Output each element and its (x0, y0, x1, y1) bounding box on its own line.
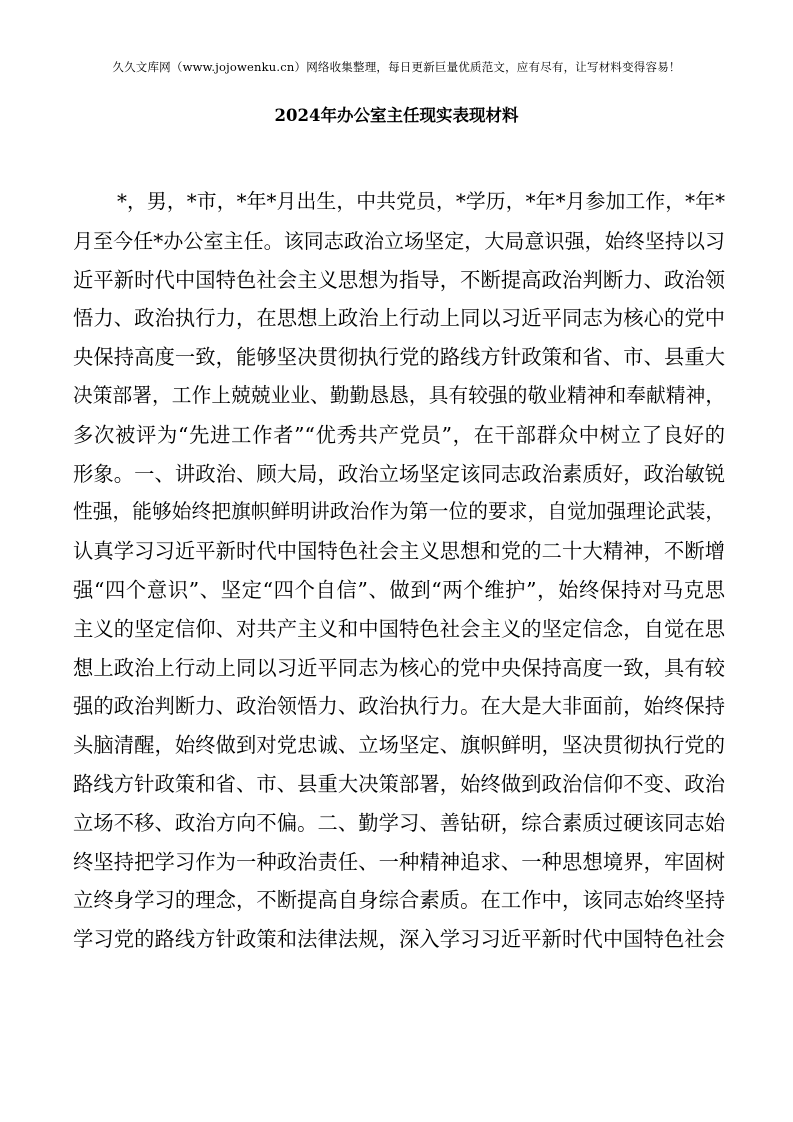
body-line: 学习党的路线方针政策和法律法规，深入学习习近平新时代中国特色社会 (73, 927, 725, 952)
body-line: 形象。一、讲政治、顾大局，政治立场坚定该同志政治素质好，政治敏锐 (73, 461, 725, 486)
page-header: 久久文库网（www.jojowenku.cn）网络收集整理，每日更新巨量优质范文，应有尽有，让写材料变得容易！ (112, 60, 681, 74)
body-line: 近平新时代中国特色社会主义思想为指导，不断提高政治判断力、政治领 (73, 267, 725, 292)
document-title: 2024年办公室主任现实表现材料 (274, 106, 519, 125)
body-line: 悟力、政治执行力，在思想上政治上行动上同以习近平同志为核心的党中 (73, 306, 725, 331)
body-line: 强的政治判断力、政治领悟力、政治执行力。在大是大非面前，始终保持 (73, 694, 725, 719)
document-body (73, 183, 725, 959)
body-line: 主义的坚定信仰、对共产主义和中国特色社会主义的坚定信念，自觉在思 (73, 616, 725, 641)
body-line: 立场不移、政治方向不偏。二、勤学习、善钻研，综合素质过硬该同志始 (73, 810, 725, 835)
body-line: 终坚持把学习作为一种政治责任、一种精神追求、一种思想境界，牢固树 (73, 849, 725, 874)
body-line: 月至今任*办公室主任。该同志政治立场坚定，大局意识强，始终坚持以习 (73, 228, 725, 253)
body-line: 想上政治上行动上同以习近平同志为核心的党中央保持高度一致，具有较 (73, 655, 725, 680)
body-line: 认真学习习近平新时代中国特色社会主义思想和党的二十大精神，不断增 (73, 539, 725, 564)
body-line: *，男，*市，*年*月出生，中共党员，*学历，*年*月参加工作，*年* (117, 190, 725, 213)
body-line: 立终身学习的理念，不断提高自身综合素质。在工作中，该同志始终坚持 (73, 888, 725, 913)
body-line: 性强，能够始终把旗帜鲜明讲政治作为第一位的要求，自觉加强理论武装， (73, 500, 725, 524)
body-line: 头脑清醒，始终做到对党忠诚、立场坚定、旗帜鲜明，坚决贯彻执行党的 (73, 733, 725, 758)
body-line: 强“四个意识”、坚定“四个自信”、做到“两个维护”，始终保持对马克思 (73, 577, 725, 602)
body-line: 多次被评为“先进工作者”“优秀共产党员”，在干部群众中树立了良好的 (73, 422, 725, 447)
body-line: 决策部署，工作上兢兢业业、勤勤恳恳，具有较强的敬业精神和奉献精神， (73, 383, 725, 407)
body-line: 央保持高度一致，能够坚决贯彻执行党的路线方针政策和省、市、县重大 (73, 345, 725, 370)
body-line: 路线方针政策和省、市、县重大决策部署，始终做到政治信仰不变、政治 (73, 771, 725, 796)
